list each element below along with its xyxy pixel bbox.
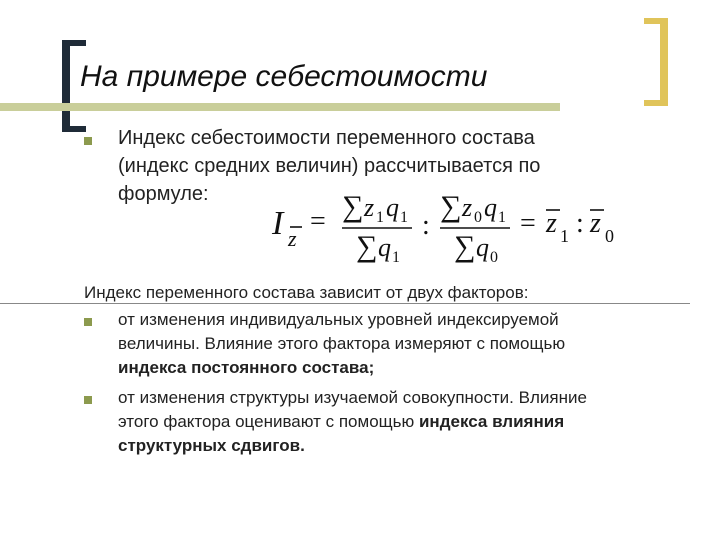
num1-z: z: [364, 193, 375, 222]
factor-2-line-1: от изменения структуры изучаемой совокупности. Влияние: [118, 388, 587, 407]
sum-symbol: ∑: [454, 230, 476, 263]
structural-shifts-term: структурных сдвигов.: [118, 436, 305, 455]
rhs-z1-sub: 1: [560, 226, 569, 246]
factor-2-line-3: [118, 434, 688, 458]
point-1-line-1: Индекс себестоимости переменного состава: [118, 127, 535, 149]
den1-q: q: [378, 233, 391, 262]
formula-equals-1: =: [310, 206, 326, 237]
constant-composition-index-term: индекса постоянного состава;: [118, 358, 375, 377]
sum-symbol: ∑: [342, 190, 364, 223]
den2-q-sub: 0: [490, 249, 498, 266]
right-bracket-decoration: [642, 18, 668, 106]
square-bullet-icon: [84, 137, 92, 145]
factor-1-line-1: от изменения индивидуальных уровней индексируемой: [118, 310, 559, 329]
formula-colon: :: [422, 210, 430, 241]
square-bullet-icon: [84, 396, 92, 404]
factor-1-line-2: величины. Влияние этого фактора измеряют с помощью: [118, 334, 566, 353]
slide-title: На примере себестоимости: [80, 60, 488, 93]
square-bullet-icon: [84, 318, 92, 326]
index-formula: [270, 186, 630, 268]
factor-2-line-2: [118, 410, 688, 434]
factors-lead-text: Индекс переменного состава зависит от двух факторов:: [84, 283, 529, 302]
point-1-line-2: (индекс средних величин) рассчитывается по: [118, 155, 541, 177]
rhs-z1: z: [546, 208, 557, 239]
rhs-z0: z: [590, 208, 601, 239]
num1-q: q: [386, 193, 399, 222]
factor-2-line-2-text: этого фактора оценивают с помощью: [118, 412, 419, 431]
rhs-colon: :: [576, 208, 584, 239]
factor-1-line-3: [118, 356, 688, 380]
sum-symbol: ∑: [356, 230, 378, 263]
rhs-z0-sub: 0: [605, 226, 614, 246]
title-underline-bar: [0, 103, 560, 111]
sum-symbol: ∑: [440, 190, 462, 223]
section-divider: [0, 303, 690, 304]
formula-equals-2: =: [520, 208, 536, 239]
formula-lhs: I: [272, 205, 284, 242]
num1-z-sub: 1: [376, 209, 384, 226]
num2-q: q: [484, 193, 497, 222]
point-1-line-3: формуле:: [118, 183, 209, 205]
num2-q-sub: 1: [498, 209, 506, 226]
num2-z-sub: 0: [474, 209, 482, 226]
num2-z: z: [462, 193, 473, 222]
den2-q: q: [476, 233, 489, 262]
den1-q-sub: 1: [392, 249, 400, 266]
num1-q-sub: 1: [400, 209, 408, 226]
influence-index-term: индекса влияния: [418, 412, 565, 431]
formula-lhs-sub: z: [288, 226, 297, 251]
